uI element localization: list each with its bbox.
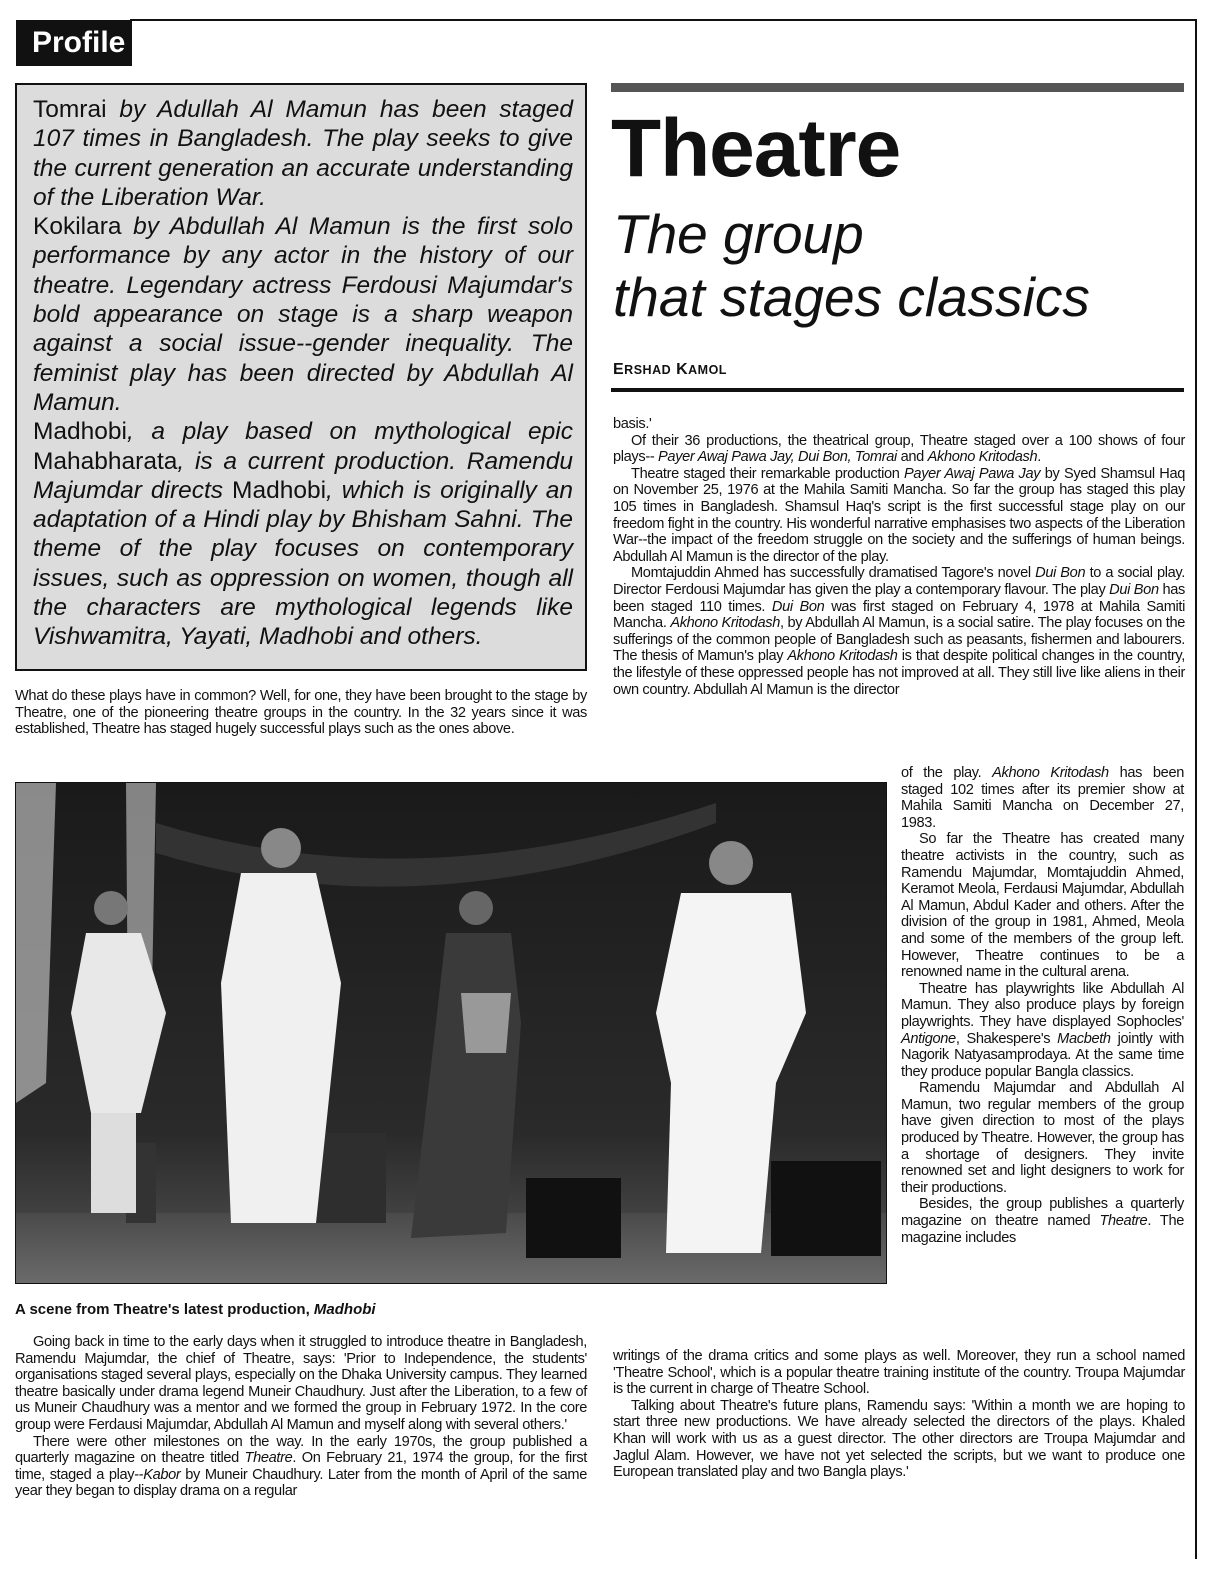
- stage-scene-illustration: [16, 783, 886, 1283]
- intro-kokilara-text: by Abdullah Al Mamun is the first solo performance by any actor in the history of our theatre. Legendary actress Ferdousi Majumdar's bold appearance on stage is a sharp weapon against a social issue--gender inequality. The feminist play has been directed by Abdullah Al Mamun.: [33, 213, 573, 416]
- right-body-column-top: [613, 416, 1185, 698]
- epic-title: Mahabharata: [33, 447, 178, 475]
- right-paragraph-1: Of their 36 productions, the theatrical group, Theatre staged over a 100 shows of four plays-- Payer Awaj Pawa Jay, Dui Bon, Tomrai and Akhono Kritodash.: [613, 432, 1185, 466]
- play-title-tomrai: Tomrai: [33, 96, 107, 123]
- right-paragraph-0: basis.': [613, 416, 652, 432]
- play-title-madhobi-2: Madhobi: [232, 476, 327, 504]
- left-paragraph-2: There were other milestones on the way. In the early 1970s, the group published a quarterly magazine on theatre titled Theatre. On February 21, 1974 the group, for the first time, staged a play--Kabor by Muneir Chaudhury. Later from the month of April of the same year they began to display drama on a regular: [15, 1433, 588, 1500]
- photo-caption: [15, 1301, 376, 1318]
- narrow-paragraph-5: Besides, the group publishes a quarterly magazine on theatre named Theatre. The magazine includes: [901, 1196, 1184, 1246]
- stage-photo: [15, 782, 887, 1284]
- right-bottom-paragraph-1: writings of the drama critics and some plays as well. Moreover, they run a school named 'Theatre School', which is a popular theatre training institute of the country. Troupa Majumdar is the current in charge of Theatre School.: [613, 1348, 1185, 1398]
- subheadline: [613, 203, 1193, 329]
- left-paragraph-1: Going back in time to the early days when it struggled to introduce theatre in Bangladesh, Ramendu Majumdar, the chief of Theatre, says: 'Prior to Independence, the students' organisations staged several plays, especially on the Dhaka University campus. They learned theatre basically under drama legend Muneir Chaudhury. Just after the Liberation, to a few of us Muneir Chaudhury was a mentor and we formed the group in February 1972. In the core group were Ferdausi Majumdar, Abdullah Al Mamun and myself along with several others.': [15, 1334, 587, 1433]
- headline: Theatre: [611, 103, 901, 194]
- lede-paragraph: [15, 688, 587, 738]
- right-paragraph-3: Momtajuddin Ahmed has successfully dramatised Tagore's novel Dui Bon to a social play. Director Ferdousi Majumdar has given the play a contemporary flavour. The play Dui Bon has been staged 110 times. Dui Bon was first staged on February 4, 1978 at Mahila Samiti Mancha. Akhono Kritodash, by Abdullah Al Mamun, is a social satire. The play focuses on the sufferings of the common people of Bangladesh such as peasants, fishermen and labourers. The thesis of Mamun's play Akhono Kritodash is that despite political changes in the country, the lifestyle of these oppressed people has not improved at all. They still live like aliens in their own country. Abdullah Al Mamun is the director: [613, 565, 1185, 698]
- narrow-paragraph-2: So far the Theatre has created many theatre activists in the country, such as Ramendu Majumdar, Momtajuddin Ahmed, Keramot Meola, Ferdausi Majumdar, Abdullah Al Mamun, Abdul Kader and others. After the division of the group in 1981, Ahmed, Meola and some of the members of the group left. However, Theatre continues to be a renowned name in the cultural arena.: [901, 831, 1184, 981]
- intro-tomrai-text: by Adullah Al Mamun has been staged 107 times in Bangladesh. The play seeks to give the current generation an accurate understanding of the Liberation War.: [33, 96, 573, 211]
- narrow-paragraph-4: Ramendu Majumdar and Abdullah Al Mamun, two regular members of the group have given direction to most of the plays produced by Theatre. However, the group has a shortage of designers. They invite renowned set and light designers to work for their productions.: [901, 1080, 1184, 1196]
- subheadline-line-2: that stages classics: [613, 266, 1090, 328]
- byline-first-initial: E: [613, 361, 625, 378]
- narrow-paragraph-1: of the play. Akhono Kritodash has been staged 102 times after its premier show at Mahila Samiti Mancha on December 27, 1983.: [901, 765, 1184, 831]
- right-body-column-narrow: [901, 765, 1184, 1246]
- right-bottom-paragraph-2: Talking about Theatre's future plans, Ramendu says: 'Within a month we are hoping to start three new productions. We have already selected the directors of the plays. Khaled Khan will work with us as a guest director. The other directors are Troupa Majumdar and Jaglul Alam. However, we have not yet selected the scripts, but we want to produce one European translated play and two Bangla plays.': [613, 1397, 1185, 1481]
- narrow-paragraph-3: Theatre has playwrights like Abdullah Al Mamun. They also produce plays by foreign playwrights. They have displayed Sophocles' Antigone, Shakespere's Macbeth jointly with Nagorik Natyasamprodaya. At the same time they produce popular Bangla classics.: [901, 980, 1184, 1080]
- byline-first-rest: RSHAD: [624, 363, 672, 377]
- top-rule: [130, 19, 1196, 21]
- right-paragraph-2: Theatre staged their remarkable production Payer Awaj Pawa Jay by Syed Shamsul Haq on November 25, 1976 at the Mahila Samiti Mancha. So far the group has staged this play 105 times in Bangladesh. Shamsul Haq's script is the first successful stage play on our freedom fight in the country. His wonderful narrative emphasises two aspects of the Liberation War--the impact of the freedom struggle on the society and the sufferings of human beings. Abdullah Al Mamun is the director of the play.: [613, 465, 1186, 565]
- intro-madhobi-text-2: , is a current production. Ramendu Majumdar directs: [33, 447, 573, 504]
- section-label: Profile: [16, 20, 132, 66]
- right-rule: [1195, 19, 1197, 1559]
- intro-madhobi-text-1: , a play based on mythological epic: [126, 418, 573, 446]
- right-body-column-bottom: [613, 1348, 1185, 1481]
- byline: [613, 361, 727, 379]
- byline-last-initial: K: [676, 361, 689, 378]
- left-body-column: [15, 1334, 587, 1500]
- headline-top-bar: [611, 83, 1184, 92]
- caption-text: A scene from Theatre's latest production,: [15, 1301, 314, 1318]
- subheadline-line-1: The group: [613, 203, 864, 265]
- intro-box: [15, 83, 587, 671]
- play-title-kokilara: Kokilara: [33, 213, 122, 241]
- caption-title: Madhobi: [313, 1301, 376, 1318]
- byline-rule: [611, 388, 1184, 392]
- intro-madhobi-text-3: , which is originally an adaptation of a Hindi play by Bhisham Sahni. The theme of the play focuses on contemporary issues, such as oppression on women, though all the characters are mythological legends like Vishwamitra, Yayati, Madhobi and others.: [33, 476, 573, 651]
- lede-text: What do these plays have in common? Well, for one, they have been brought to the stage by Theatre, one of the pioneering theatre groups in the country. In the 32 years since it was established, Theatre has staged hugely successful plays such as the ones above.: [15, 688, 587, 738]
- play-title-madhobi: Madhobi: [33, 418, 127, 446]
- byline-last-rest: AMOL: [688, 363, 727, 377]
